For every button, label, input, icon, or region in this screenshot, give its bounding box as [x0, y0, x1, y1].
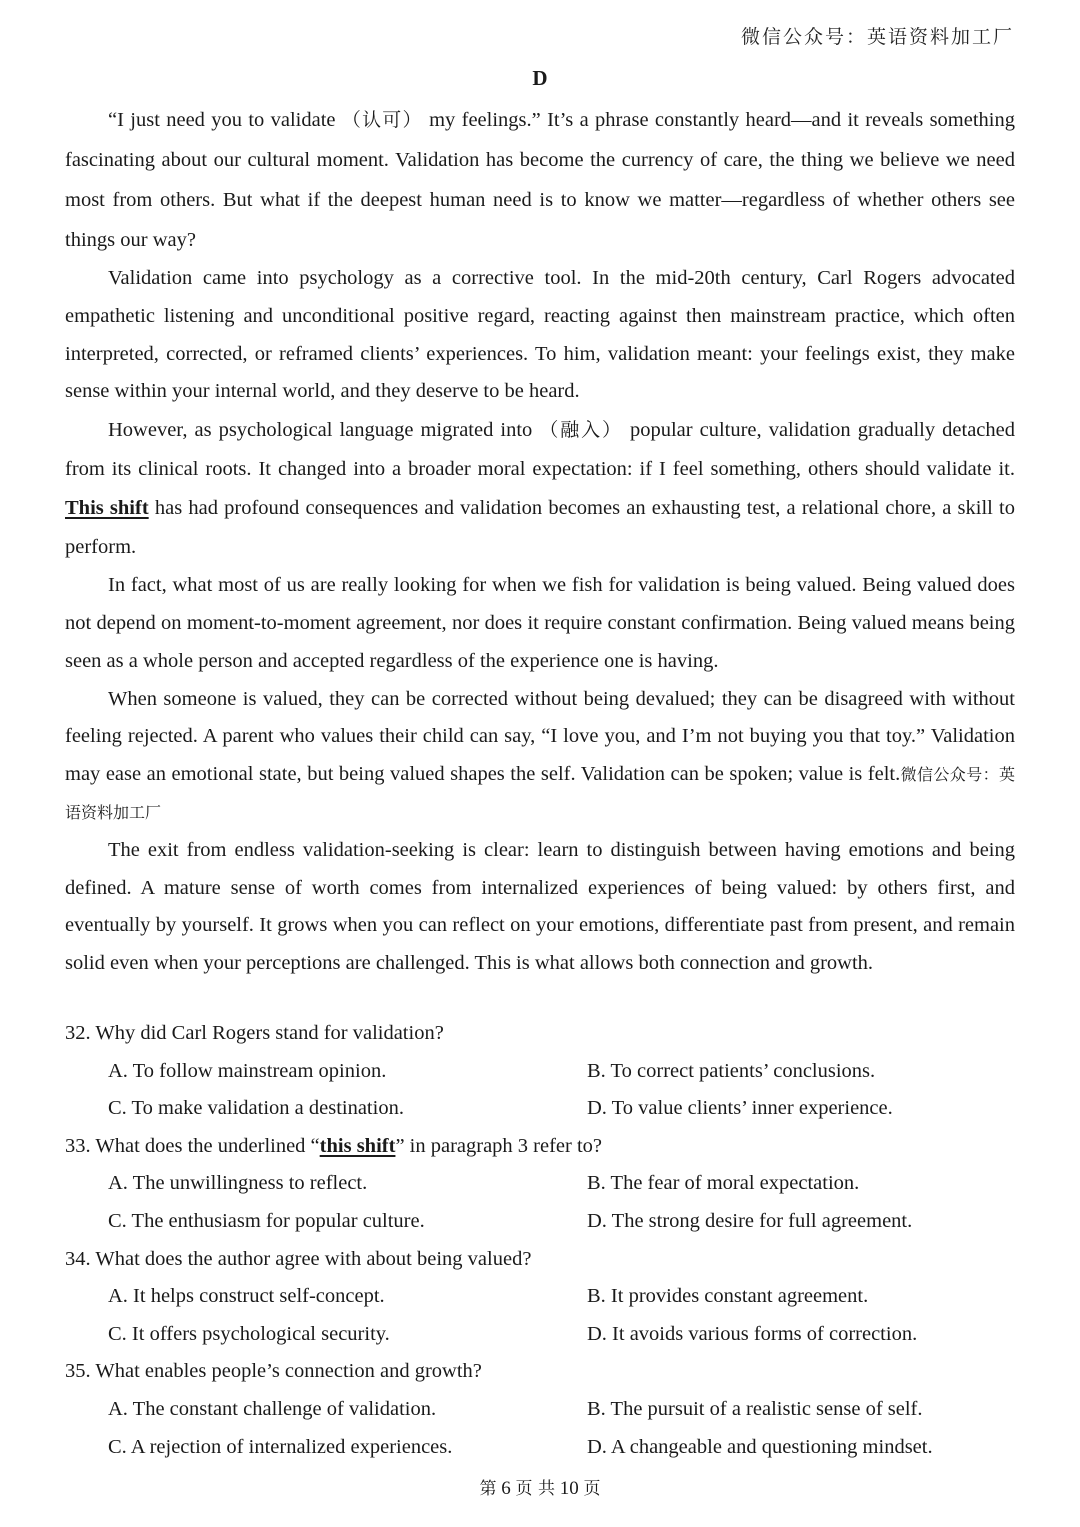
question-34: [65, 1241, 1015, 1354]
option-d: D. It avoids various forms of correction.: [587, 1322, 918, 1345]
question-stem: 32. Why did Carl Rogers stand for validation?: [65, 1022, 444, 1044]
option-b: B. The pursuit of a realistic sense of self.: [587, 1397, 923, 1420]
paragraph-5: [65, 681, 1015, 832]
option-b: B. To correct patients’ conclusions.: [587, 1059, 876, 1082]
underlined-this-shift: This shift: [65, 497, 149, 520]
paragraph-3-text-a: However, as psychological language migrated into: [108, 419, 540, 442]
option-c: C. The enthusiasm for popular culture.: [108, 1209, 425, 1232]
option-d: D. To value clients’ inner experience.: [587, 1097, 893, 1120]
question-stem-a: 33. What does the underlined “: [65, 1134, 320, 1157]
paragraph-1-text-a: “I just need you to validate: [108, 109, 342, 131]
header-watermark: 微信公众号：英语资料加工厂: [740, 26, 1014, 48]
option-b: B. The fear of moral expectation.: [587, 1172, 860, 1195]
question-options: [65, 1165, 1015, 1240]
question-stem: 35. What enables people’s connection and growth?: [65, 1360, 482, 1383]
paragraph-2: Validation came into psychology as a corrective tool. In the mid-20th century, Carl Rogers advocated empathetic listening and unconditional positive regard, reacting against then mainstream practice, which often interpreted, corrected, or reframed clients’ experiences. To him, validation meant: your feelings exist, they make sense within your internal world, and they deserve to be heard.: [65, 267, 1015, 403]
paragraph-4: In fact, what most of us are really looking for when we fish for validation is being valued. Being valued does not depend on moment-to-moment agreement, nor does it require constant confirmation. Being valued means being seen as a whole person and accepted regardless of the experience one is having.: [65, 574, 1015, 672]
question-33: [65, 1128, 1015, 1241]
page-footer: [0, 1474, 1080, 1500]
option-a: A. It helps construct self-concept.: [108, 1285, 385, 1308]
question-35: [65, 1353, 1015, 1466]
option-d: D. The strong desire for full agreement.: [587, 1209, 913, 1232]
option-c: C. A rejection of internalized experiences.: [108, 1435, 453, 1458]
question-stem: [65, 1128, 1015, 1166]
option-a: A. To follow mainstream opinion.: [108, 1059, 387, 1082]
question-32: [65, 1015, 1015, 1128]
paragraph-3: [65, 411, 1015, 567]
footer-total-pages: 10: [559, 1478, 579, 1499]
footer-prefix: 第: [479, 1479, 497, 1499]
gloss-migrate: （融入）: [539, 419, 623, 442]
option-a: A. The unwillingness to reflect.: [108, 1172, 368, 1195]
question-options: [65, 1053, 1015, 1128]
passage-title: D: [532, 66, 548, 90]
inline-watermark: 微信公众号：英语资料加工厂: [65, 765, 1015, 822]
paragraph-3-text-b: popular culture, validation gradually detached from its clinical roots. It changed into a broader moral expectation: if I feel something, others should validate it.: [65, 419, 1015, 481]
question-options: [65, 1391, 1015, 1466]
passage-body: [65, 100, 1015, 983]
footer-middle: 页 共: [515, 1479, 555, 1499]
option-c: C. It offers psychological security.: [108, 1322, 390, 1345]
paragraph-1-text-b: my feelings.” It’s a phrase constantly heard—and it reveals something fascinating about our cultural moment. Validation has become the currency of care, the thing we believe we need most from others. But what if the deepest human need is to know we matter—regardless of whether others see things our way?: [65, 109, 1015, 251]
question-options: [65, 1278, 1015, 1353]
question-stem-b: ” in paragraph 3 refer to?: [395, 1134, 603, 1157]
option-b: B. It provides constant agreement.: [587, 1285, 869, 1308]
option-d: D. A changeable and questioning mindset.: [587, 1435, 933, 1458]
paragraph-3-text-c: has had profound consequences and validation becomes an exhausting test, a relational chore, a skill to perform.: [65, 497, 1015, 559]
questions-section: [65, 1015, 1015, 1466]
paragraph-5-text: When someone is valued, they can be corrected without being devalued; they can be disagreed with without feeling rejected. A parent who values their child can say, “I love you, and I’m not buying you that toy.” Validation may ease an emotional state, but being valued shapes the self. Validation can be spoken; value is felt.: [65, 687, 1015, 786]
underlined-this-shift-ref: this shift: [319, 1134, 396, 1157]
option-a: A. The constant challenge of validation.: [108, 1397, 437, 1420]
question-stem: 34. What does the author agree with about being valued?: [65, 1247, 532, 1270]
paragraph-1: [65, 100, 1015, 260]
gloss-validate: （认可）: [341, 109, 423, 131]
paragraph-6: The exit from endless validation-seeking is clear: learn to distinguish between having emotions and being defined. A mature sense of worth comes from internalized experiences of being valued: by others first, and eventually by yourself. It grows when you can reflect on your emotions, differentiate past from present, and remain solid even when your perceptions are challenged. This is what allows both connection and growth.: [65, 838, 1015, 975]
footer-page-number: 6: [501, 1478, 511, 1499]
option-c: C. To make validation a destination.: [108, 1097, 404, 1120]
footer-suffix: 页: [583, 1479, 601, 1499]
